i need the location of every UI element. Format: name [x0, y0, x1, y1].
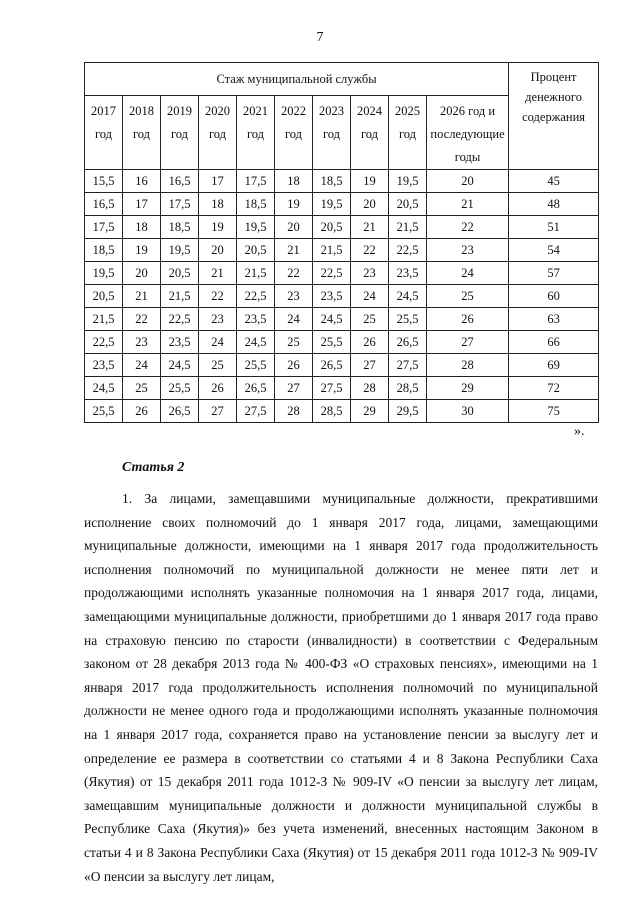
service-years-cell: 29,5 — [389, 400, 427, 423]
service-years-cell: 24,5 — [237, 331, 275, 354]
service-years-cell: 22 — [351, 239, 389, 262]
percent-cell: 63 — [509, 308, 599, 331]
service-years-cell: 27,5 — [237, 400, 275, 423]
service-years-cell: 24 — [427, 262, 509, 285]
service-years-cell: 22 — [427, 216, 509, 239]
percent-cell: 57 — [509, 262, 599, 285]
service-years-cell: 20,5 — [161, 262, 199, 285]
service-years-cell: 26,5 — [389, 331, 427, 354]
table-row — [85, 354, 599, 377]
percent-header-line: Процент — [530, 70, 577, 84]
service-years-cell: 21,5 — [389, 216, 427, 239]
service-years-cell: 18,5 — [313, 170, 351, 193]
service-years-cell: 23 — [199, 308, 237, 331]
service-years-cell: 25 — [427, 285, 509, 308]
service-years-cell: 19 — [351, 170, 389, 193]
table-row — [85, 262, 599, 285]
service-years-cell: 26 — [123, 400, 161, 423]
year-header-cell — [351, 96, 389, 170]
service-years-cell: 23,5 — [161, 331, 199, 354]
service-years-cell: 19 — [275, 193, 313, 216]
service-years-cell: 22,5 — [237, 285, 275, 308]
service-years-cell: 17,5 — [85, 216, 123, 239]
year-header-cell — [275, 96, 313, 170]
service-years-cell: 26 — [427, 308, 509, 331]
table-row — [85, 285, 599, 308]
service-years-cell: 24,5 — [85, 377, 123, 400]
service-years-cell: 24,5 — [313, 308, 351, 331]
service-years-cell: 22,5 — [85, 331, 123, 354]
year-header-cell — [313, 96, 351, 170]
year-header-label: 2023 — [319, 104, 344, 118]
percent-cell: 72 — [509, 377, 599, 400]
year-header-cell — [161, 96, 199, 170]
service-years-cell: 21 — [427, 193, 509, 216]
percent-cell: 66 — [509, 331, 599, 354]
year-header-label: годы — [454, 150, 481, 164]
service-years-cell: 25,5 — [313, 331, 351, 354]
service-years-cell: 18,5 — [85, 239, 123, 262]
service-years-cell: 20 — [351, 193, 389, 216]
service-years-cell: 18 — [275, 170, 313, 193]
service-years-cell: 20 — [275, 216, 313, 239]
service-years-cell: 23,5 — [85, 354, 123, 377]
service-years-cell: 27 — [351, 354, 389, 377]
service-years-cell: 23 — [123, 331, 161, 354]
service-years-cell: 23 — [275, 285, 313, 308]
service-years-cell: 25,5 — [237, 354, 275, 377]
service-years-cell: 30 — [427, 400, 509, 423]
service-years-cell: 21 — [351, 216, 389, 239]
table-row — [85, 170, 599, 193]
year-header-label: год — [398, 127, 417, 141]
service-years-cell: 29 — [351, 400, 389, 423]
year-header-label: год — [208, 127, 227, 141]
service-years-cell: 19,5 — [313, 193, 351, 216]
service-years-cell: 24 — [123, 354, 161, 377]
service-years-cell: 19 — [123, 239, 161, 262]
service-years-cell: 18,5 — [237, 193, 275, 216]
service-years-cell: 25 — [123, 377, 161, 400]
service-years-cell: 24,5 — [389, 285, 427, 308]
year-header-cell — [85, 96, 123, 170]
percent-header-line: денежного — [525, 90, 582, 104]
service-years-cell: 23,5 — [389, 262, 427, 285]
service-years-cell: 21,5 — [85, 308, 123, 331]
table-row — [85, 377, 599, 400]
service-years-cell: 20 — [427, 170, 509, 193]
service-years-cell: 19,5 — [85, 262, 123, 285]
service-years-cell: 26,5 — [161, 400, 199, 423]
service-years-cell: 26 — [199, 377, 237, 400]
year-header-label: 2025 — [395, 104, 420, 118]
year-header-label: 2017 — [91, 104, 116, 118]
table-row — [85, 216, 599, 239]
service-years-cell: 25 — [275, 331, 313, 354]
year-header-label: год — [170, 127, 189, 141]
year-header-cell — [427, 96, 509, 170]
table-main-header: Стаж муниципальной службы — [85, 63, 509, 96]
service-years-cell: 23 — [351, 262, 389, 285]
service-years-cell: 17,5 — [237, 170, 275, 193]
service-years-cell: 26,5 — [237, 377, 275, 400]
percent-header — [509, 63, 599, 170]
service-years-cell: 26,5 — [313, 354, 351, 377]
service-years-cell: 22 — [123, 308, 161, 331]
service-years-cell: 21,5 — [237, 262, 275, 285]
service-years-cell: 18,5 — [161, 216, 199, 239]
table-row — [85, 193, 599, 216]
table-row — [85, 400, 599, 423]
service-years-cell: 26 — [351, 331, 389, 354]
service-years-cell: 16 — [123, 170, 161, 193]
year-header-label: 2022 — [281, 104, 306, 118]
service-years-cell: 21,5 — [161, 285, 199, 308]
service-years-cell: 27,5 — [313, 377, 351, 400]
service-years-cell: 19,5 — [389, 170, 427, 193]
table-row — [85, 331, 599, 354]
percent-cell: 75 — [509, 400, 599, 423]
service-years-cell: 20,5 — [85, 285, 123, 308]
service-years-cell: 17 — [199, 170, 237, 193]
service-years-cell: 25,5 — [389, 308, 427, 331]
service-years-cell: 21 — [275, 239, 313, 262]
closing-quote: ». — [574, 424, 585, 439]
service-years-cell: 20,5 — [313, 216, 351, 239]
service-years-cell: 22,5 — [389, 239, 427, 262]
service-years-cell: 24 — [351, 285, 389, 308]
service-years-cell: 19 — [199, 216, 237, 239]
service-years-cell: 29 — [427, 377, 509, 400]
service-years-cell: 19,5 — [161, 239, 199, 262]
service-years-cell: 23,5 — [313, 285, 351, 308]
service-years-cell: 17 — [123, 193, 161, 216]
percent-cell: 54 — [509, 239, 599, 262]
service-years-cell: 22 — [199, 285, 237, 308]
percent-cell: 69 — [509, 354, 599, 377]
service-years-cell: 25,5 — [85, 400, 123, 423]
service-years-cell: 24 — [275, 308, 313, 331]
service-years-cell: 18 — [123, 216, 161, 239]
service-years-cell: 18 — [199, 193, 237, 216]
service-years-cell: 28 — [427, 354, 509, 377]
service-years-cell: 22 — [275, 262, 313, 285]
service-years-cell: 27,5 — [389, 354, 427, 377]
service-years-cell: 28,5 — [313, 400, 351, 423]
service-years-cell: 25 — [351, 308, 389, 331]
year-header-cell — [389, 96, 427, 170]
service-years-cell: 27 — [199, 400, 237, 423]
percent-cell: 60 — [509, 285, 599, 308]
service-years-cell: 16,5 — [85, 193, 123, 216]
year-header-cell — [237, 96, 275, 170]
service-years-cell: 25 — [199, 354, 237, 377]
service-years-cell: 17,5 — [161, 193, 199, 216]
service-years-cell: 28 — [275, 400, 313, 423]
service-years-cell: 15,5 — [85, 170, 123, 193]
article-title: Статья 2 — [122, 460, 185, 475]
service-years-cell: 19,5 — [237, 216, 275, 239]
year-header-label: 2018 — [129, 104, 154, 118]
service-years-cell: 25,5 — [161, 377, 199, 400]
service-years-cell: 28 — [351, 377, 389, 400]
year-header-label: 2019 — [167, 104, 192, 118]
year-header-label: 2026 год и — [440, 104, 496, 118]
year-header-label: 2024 — [357, 104, 382, 118]
percent-cell: 48 — [509, 193, 599, 216]
year-header-label: год — [246, 127, 265, 141]
service-years-cell: 24 — [199, 331, 237, 354]
year-header-cell — [123, 96, 161, 170]
percent-cell: 45 — [509, 170, 599, 193]
year-header-label: 2020 — [205, 104, 230, 118]
year-header-cell — [199, 96, 237, 170]
table-body — [85, 170, 599, 423]
service-years-cell: 23,5 — [237, 308, 275, 331]
table-row — [85, 239, 599, 262]
service-years-cell: 20 — [123, 262, 161, 285]
service-length-table — [84, 62, 599, 423]
service-years-cell: 21,5 — [313, 239, 351, 262]
year-header-label: год — [94, 127, 113, 141]
percent-cell: 51 — [509, 216, 599, 239]
year-header-label: год — [132, 127, 151, 141]
year-header-label: год — [284, 127, 303, 141]
service-years-cell: 20 — [199, 239, 237, 262]
service-years-cell: 20,5 — [389, 193, 427, 216]
service-years-cell: 27 — [275, 377, 313, 400]
year-header-label: последующие — [430, 127, 505, 141]
service-years-cell: 22,5 — [161, 308, 199, 331]
service-years-cell: 26 — [275, 354, 313, 377]
service-years-cell: 16,5 — [161, 170, 199, 193]
table-row — [85, 308, 599, 331]
service-years-cell: 28,5 — [389, 377, 427, 400]
year-header-label: 2021 — [243, 104, 268, 118]
page-number: 7 — [316, 30, 324, 45]
service-years-cell: 27 — [427, 331, 509, 354]
service-years-cell: 22,5 — [313, 262, 351, 285]
service-years-cell: 20,5 — [237, 239, 275, 262]
percent-header-line: содержания — [522, 110, 586, 124]
year-header-label: год — [360, 127, 379, 141]
service-years-cell: 24,5 — [161, 354, 199, 377]
service-years-cell: 23 — [427, 239, 509, 262]
service-years-cell: 21 — [123, 285, 161, 308]
article-paragraph: 1. За лицами, замещавшими муниципальные должности, прекратившими исполнение своих полномочий до 1 января 2017 года, лицами, замещающими муниципальные должности, имеющими на 1 января 2017 года продолжительность исполнения полномочий по муниципальной должности не менее пяти лет и продолжающими исполнять указанные полномочия на 1 января 2017 года, лицами, замещающими муниципальные должности, приобретшими до 1 января 2017 года право на страховую пенсию по старости (инвалидности) в соответствии с Федеральным законом от 28 декабря 2013 года № 400-ФЗ «О страховых пенсиях», имеющими на 1 января 2017 года продолжительность исполнения полномочий по муниципальной должности не менее одного года и продолжающими исполнять указанные полномочия на 1 января 2017 года, сохраняется право на установление пенсии за выслугу лет и определение ее размера в соответствии со статьями 4 и 8 Закона Республики Саха (Якутия) от 15 декабря 2011 года 1012-З № 909-IV «О пенсии за выслугу лет лицам, замещавшим муниципальные должности и должности муниципальной службы в Республике Саха (Якутия)» без учета изменений, внесенных настоящим Законом в статьи 4 и 8 Закона Республики Саха (Якутия) от 15 декабря 2011 года 1012-З № 909-IV «О пенсии за выслугу лет лицам, — [84, 491, 598, 884]
year-header-label: год — [322, 127, 341, 141]
service-years-cell: 21 — [199, 262, 237, 285]
